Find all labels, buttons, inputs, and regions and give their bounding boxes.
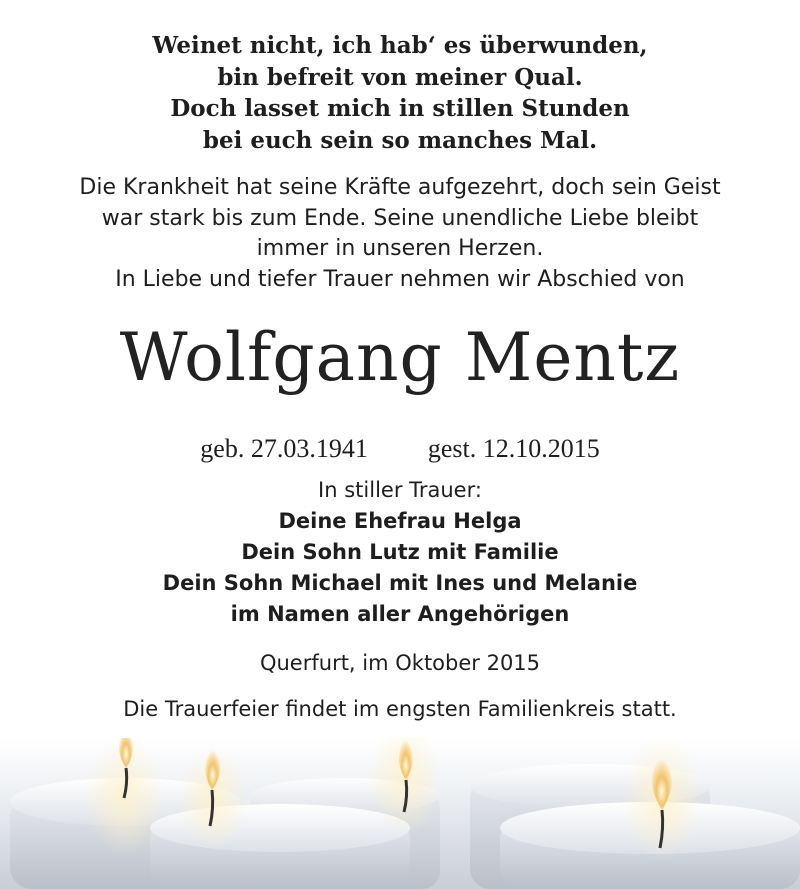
poem-line: bin befreit von meiner Qual. (217, 63, 583, 91)
mourner-line: Deine Ehefrau Helga (278, 509, 522, 533)
death-date: gest. 12.10.2015 (427, 434, 600, 463)
birth-date: geb. 27.03.1941 (200, 434, 368, 463)
mourners-label: In stiller Trauer: (318, 478, 482, 502)
place-date: Querfurt, im Oktober 2015 (259, 651, 541, 675)
mourners-block (0, 475, 800, 630)
poem-line: bei euch sein so manches Mal. (202, 126, 598, 154)
candles-image (0, 738, 800, 889)
intro-line: Die Krankheit hat seine Kräfte aufgezehrt, doch sein Geist (79, 175, 721, 200)
intro-line: immer in unseren Herzen. (256, 236, 544, 261)
intro-line: In Liebe und tiefer Trauer nehmen wir Abschied von (115, 266, 685, 292)
poem-line: Doch lasset mich in stillen Stunden (170, 95, 630, 122)
intro-line: war stark bis zum Ende. Seine unendliche Liebe bleibt (101, 205, 699, 231)
mourner-line: Dein Sohn Michael mit Ines und Melanie (162, 571, 638, 595)
poem-verse (0, 30, 800, 156)
poem-line: Weinet nicht, ich hab‘ es überwunden, (152, 32, 648, 59)
mourner-line: Dein Sohn Lutz mit Familie (241, 540, 559, 564)
deceased-name: Wolfgang Mentz (119, 319, 681, 396)
mourner-line: im Namen aller Angehörigen (230, 602, 570, 626)
life-dates (0, 434, 800, 464)
service-note: Die Trauerfeier findet im engsten Familienkreis statt. (123, 697, 677, 721)
intro-text (40, 173, 760, 295)
